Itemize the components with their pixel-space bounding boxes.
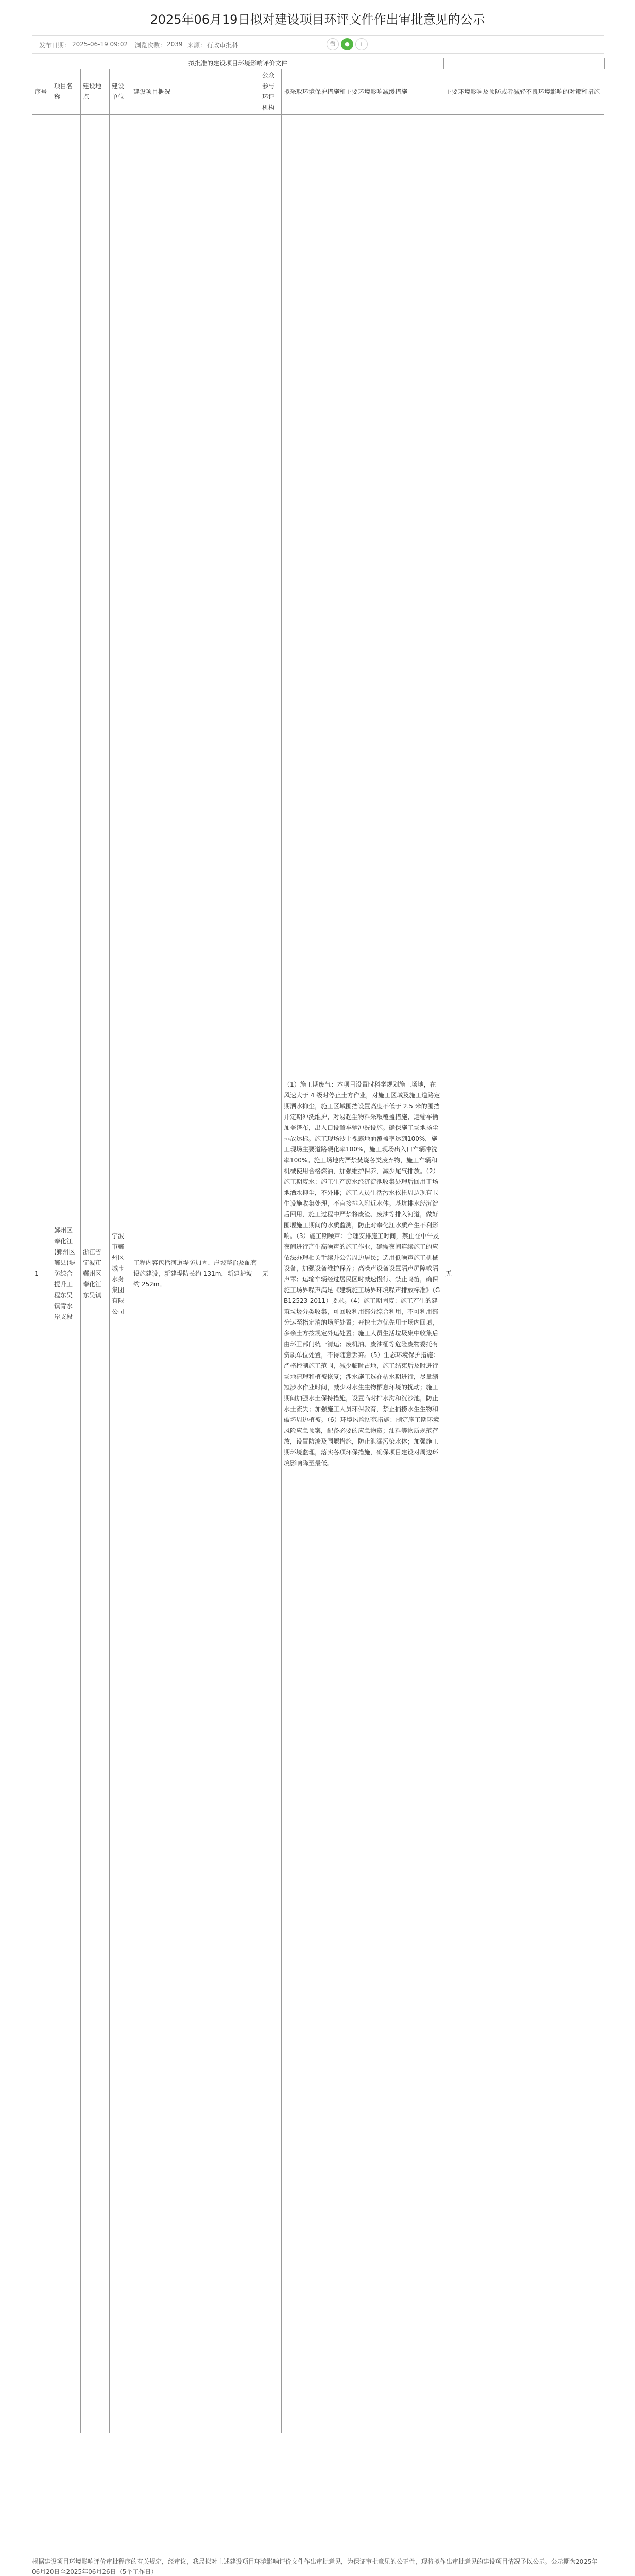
cell-eia-agency: 无 xyxy=(260,115,282,2433)
page-title: 2025年06月19日拟对建设项目环评文件作出审批意见的公示 xyxy=(150,12,485,27)
header-eia-agency: 公众参与环评机构 xyxy=(260,69,282,115)
approval-table xyxy=(32,69,604,2433)
table-row xyxy=(32,115,604,2433)
header-project-name: 项目名称 xyxy=(52,69,81,115)
cell-unit: 宁波市鄞州区城市水务集团有限公司 xyxy=(110,115,131,2433)
cell-location: 浙江省宁波市鄞州区奉化江东吴镇 xyxy=(81,115,110,2433)
table-header-row xyxy=(32,69,604,115)
source-label: 来源： xyxy=(187,42,207,49)
views-count: 2039 xyxy=(167,41,183,48)
cell-measures: （1）施工期废气：本项目设置时科学规划施工场地，在风速大于 4 级时停止土方作业，对施工区域及施工道路定期洒水抑尘，施工区域围挡设置高度不低于 2.5 米的围挡并定期冲洗维护，对易起尘物料采取覆盖措施，运输车辆加盖篷布，出入口设置车辆冲洗设施。确保施工场地扬尘排放达标。施工现场沙土裸露地面覆盖率达到100%，施工现场主要道路硬化率100%，施工现场出入口车辆冲洗率100%。施工场地内严禁焚烧各类废弃物，施工车辆和机械使用合格燃油，加强维护保养，减少尾气排放。（2）施工期废水：施工生产废水经沉淀池收集处理后回用于场地洒水抑尘，不外排；施工人员生活污水依托周边现有卫生设施收集处理，不直接排入附近水体。基坑排水经沉淀后回用，施工过程中严禁将废渣、废油等排入河道，做好围堰施工期间的水质监测，防止对奉化江水质产生不利影响。（3）施工期噪声：合理安排施工时间，禁止在中午及夜间进行产生高噪声的施工作业，确需夜间连续施工的应依法办理相关手续并公告周边居民；选用低噪声施工机械设备，加强设备维护保养；高噪声设备设置隔声屏障或隔声罩；运输车辆经过居民区时减速慢行、禁止鸣笛，确保施工场界噪声满足《建筑施工场界环境噪声排放标准》（GB12523-2011）要求。（4）施工期固废：施工产生的建筑垃圾分类收集，可回收利用部分综合利用，不可利用部分运至指定消纳场所处置；开挖土方优先用于场内回填，多余土方按规定外运处置；施工人员生活垃圾集中收集后由环卫部门统一清运；废机油、废油桶等危险废物委托有资质单位处置，不得随意丢弃。（5）生态环境保护措施：严格控制施工范围，减少临时占地，施工结束后及时进行场地清理和植被恢复；涉水施工选在枯水期进行，尽量缩短涉水作业时间，减少对水生生物栖息环境的扰动；施工期间加强水土保持措施，设置临时排水沟和沉沙池，防止水土流失；加强施工人员环保教育，禁止捕捞水生生物和破坏周边植被。（6）环境风险防范措施：制定施工期环境风险应急预案，配备必要的应急物资；油料等物质规范存放，设置防渗及围堰措施，防止泄漏污染水体；加强施工期环境监理，落实各项环保措施，确保项目建设对周边环境影响降至最低。 xyxy=(282,115,443,2433)
more-icon[interactable]: + xyxy=(355,38,368,50)
cell-seq: 1 xyxy=(32,115,52,2433)
header-unit: 建设单位 xyxy=(110,69,131,115)
header-seq: 序号 xyxy=(32,69,52,115)
source-value: 行政审批科 xyxy=(207,42,238,49)
table-caption-spacer xyxy=(443,58,605,69)
header-location: 建设地点 xyxy=(81,69,110,115)
table-caption: 拟批准的建设项目环境影响评价文件 xyxy=(32,58,444,69)
header-public-note: 主要环境影响及预防或者减轻不良环境影响的对策和措施 xyxy=(443,69,604,115)
cell-public-note: 无 xyxy=(443,115,604,2433)
header-overview: 建设项目概况 xyxy=(131,69,260,115)
cell-project-name: 鄞州区奉化江(鄞州区鄞县)堤防综合提升工程东吴镇青水岸支段 xyxy=(52,115,81,2433)
footer-notice xyxy=(32,2556,604,2576)
wechat-icon[interactable]: ● xyxy=(341,38,353,50)
weibo-icon[interactable]: 微 xyxy=(327,38,339,50)
footer-line-1: 根据建设项目环境影响评价审批程序的有关规定，经审议，我局拟对上述建设项目环境影响评价文件作出审批意见，为保证审批意见的公正性，现将拟作出审批意见的建设项目情况予以公示。公示期为2025年06月20日至2025年06月26日（5个工作日） xyxy=(32,2558,598,2575)
publish-time-label: 发布日期： xyxy=(39,42,71,49)
publish-time: 2025-06-19 09:02 xyxy=(72,41,128,48)
views-label: 浏览次数： xyxy=(135,42,166,49)
cell-overview: 工程内容包括河道堤防加固、岸坡整治及配套设施建设，新建堤防长约 131m，新建护坡约 252m。 xyxy=(131,115,260,2433)
header-measures: 拟采取环境保护措施和主要环境影响减缓措施 xyxy=(282,69,443,115)
article-meta xyxy=(32,35,604,54)
